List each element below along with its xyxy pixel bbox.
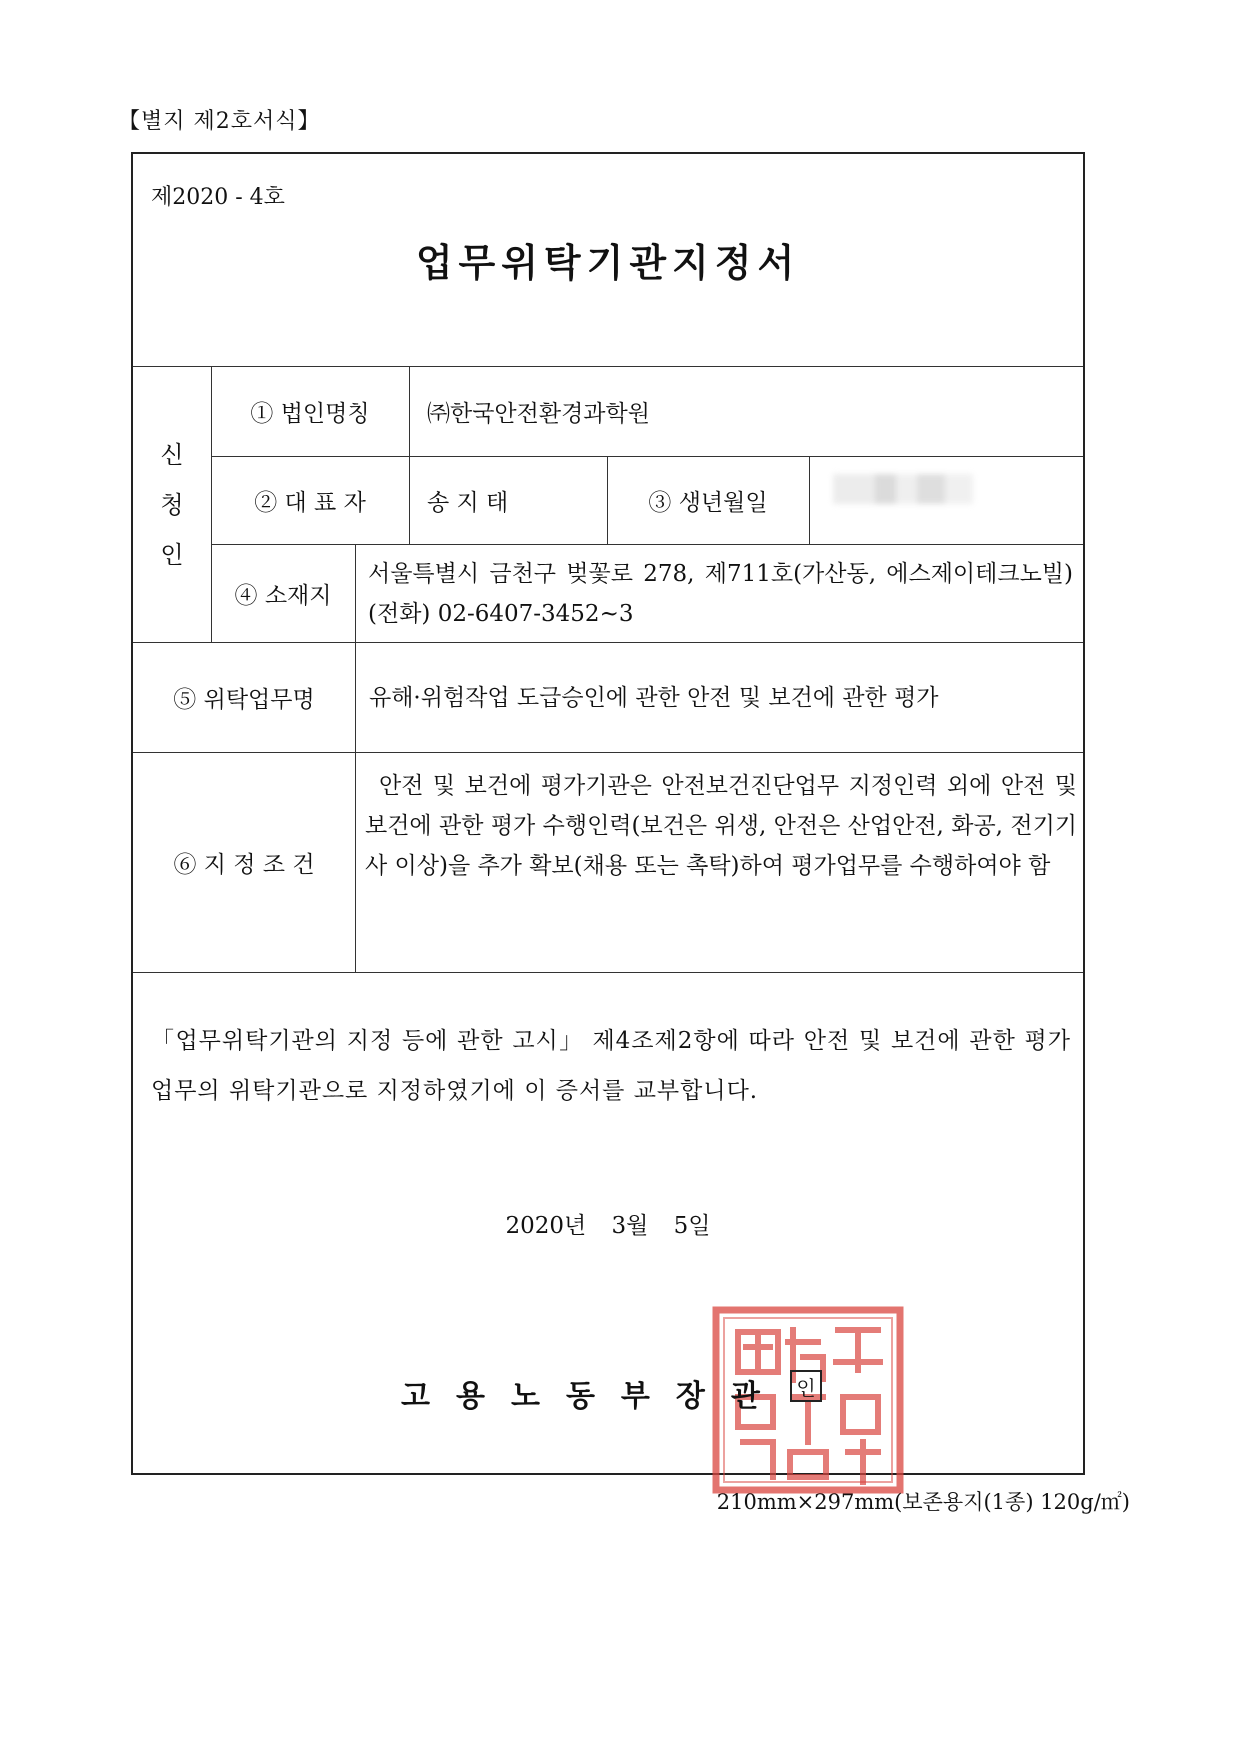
issue-date: 2020년 3월 5일 [505,1213,711,1239]
birthdate-label-rule [809,456,810,544]
birthdate-redacted-value [833,474,973,504]
corp-name-label: ① 법인명칭 [250,400,370,427]
form-label: 【별지 제2호서식】 [118,109,321,134]
label-column-rule-a [409,366,410,544]
seal-mark-box: 인 [790,1370,822,1402]
condition-text: 안전 및 보건에 평가기관은 안전보건진단업무 지정인력 외에 안전 및 보건에 관한 평가 수행인력(보건은 위생, 안전은 산업안전, 화공, 전기기사 이상)을 추가 확보(채용 또는 촉탁)하여 평가업무를 수행하여야 함 [365,773,1077,879]
table-bottom-rule [133,972,1083,973]
applicant-char-3: 인 [160,540,184,569]
representative-value: 송 지 태 [427,489,509,516]
address-value: 서울특별시 금천구 벚꽃로 278, 제711호(가산동, 에스제이테크노빌) (전화) 02-6407-3452~3 [368,561,1073,627]
condition-value [365,766,1077,886]
document-title: 업무위탁기관지정서 [415,240,801,285]
applicant-group-label [133,367,211,642]
corp-name-value: ㈜한국안전환경과학원 [427,400,650,427]
certificate-statement: 「업무위탁기관의 지정 등에 관한 고시」 제4조제2항에 따라 안전 및 보건에 관한 평가 업무의 위탁기관으로 지정하였기에 이 증서를 교부합니다. [151,1028,1071,1104]
representative-label: ② 대 표 자 [254,489,366,516]
issuing-authority: 고용노동부장관 [401,1379,786,1414]
applicant-char-1: 신 [160,440,184,469]
birthdate-label: ③ 생년월일 [648,489,768,516]
condition-label: ⑥ 지 정 조 건 [173,851,315,878]
paper-spec-footer: 210mm×297mm(보존용지(1종) 120g/㎡) [716,1490,1130,1514]
certificate-frame [131,152,1085,1475]
label-column-rule-b [355,544,356,972]
address-label: ④ 소재지 [234,582,332,609]
document-number: 제2020 - 4호 [151,185,285,210]
task-value: 유해·위험작업 도급승인에 관한 안전 및 보건에 관한 평가 [369,685,939,711]
applicant-char-2: 청 [160,490,184,519]
task-label: ⑤ 위탁업무명 [173,686,315,713]
